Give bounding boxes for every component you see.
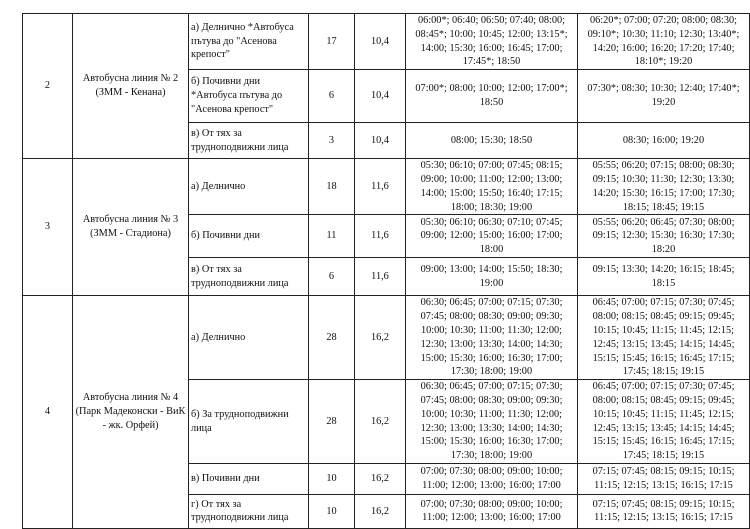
route-km: 11,6 [355, 258, 406, 296]
line-name: Автобусна линия № 4 (Парк Мадеконски - ВиК - жк. Орфей) [73, 296, 189, 529]
service-type: в) От тях за трудноподвижни лица [189, 258, 309, 296]
line-number: 4 [23, 296, 73, 529]
route-km: 10,4 [355, 70, 406, 123]
route-km: 11,6 [355, 159, 406, 215]
trip-count: 6 [309, 70, 355, 123]
table-row [23, 14, 750, 70]
departures-end: 05:55; 06:20; 07:15; 08:00; 08:30; 09:15; 10:30; 11:30; 12:30; 13:30; 14:20; 15:30; 16:15; 17:00; 17:30; 18:15; 18:45; 19:15 [578, 159, 750, 215]
departures-end: 07:30*; 08:30; 10:30; 12:40; 17:40*; 19:20 [578, 70, 750, 123]
route-km: 16,2 [355, 296, 406, 380]
departures-start: 08:00; 15:30; 18:50 [406, 123, 578, 159]
service-type: а) Делнично [189, 159, 309, 215]
departures-start: 05:30; 06:10; 06:30; 07:10; 07:45; 09:00; 12:00; 15:00; 16:00; 17:00; 18:00 [406, 215, 578, 258]
service-type: б) Почивни дни [189, 215, 309, 258]
service-type: г) От тях за трудноподвижни лица [189, 494, 309, 528]
departures-end: 08:30; 16:00; 19:20 [578, 123, 750, 159]
departures-end: 06:45; 07:00; 07:15; 07:30; 07:45; 08:00; 08:15; 08:45; 09:15; 09:45; 10:15; 10:45; 11:15; 11:45; 12:15; 12:45; 13:15; 13:45; 14:15; 14:45; 15:15; 15:45; 16:15; 16:45; 17:15; 17:45; 18:15; 19:15 [578, 296, 750, 380]
service-type: б) Почивни дни *Автобуса пътува до "Асенова крепост" [189, 70, 309, 123]
trip-count: 6 [309, 258, 355, 296]
departures-start: 06:00*; 06:40; 06:50; 07:40; 08:00; 08:45*; 10:00; 10:45; 12:00; 13:15*; 14:00; 15:30; 16:00; 16:45; 17:00; 17:45*; 18:50 [406, 14, 578, 70]
departures-start: 06:30; 06:45; 07:00; 07:15; 07:30; 07:45; 08:00; 08:30; 09:00; 09:30; 10:00; 10:30; 11:00; 11:30; 12:00; 12:30; 13:00; 13:30; 14:00; 14:30; 15:00; 15:30; 16:00; 16:30; 17:00; 17:30; 18:00; 19:00 [406, 380, 578, 464]
departures-start: 05:30; 06:10; 07:00; 07:45; 08:15; 09:00; 10:00; 11:00; 12:00; 13:00; 14:00; 15:00; 15:50; 16:40; 17:15; 18:00; 18:30; 19:00 [406, 159, 578, 215]
trip-count: 28 [309, 296, 355, 380]
line-name: Автобусна линия № 2 (ЗММ - Кенана) [73, 14, 189, 159]
service-type: а) Делнично *Автобуса пътува до "Асенова крепост" [189, 14, 309, 70]
departures-start: 09:00; 13:00; 14:00; 15:50; 18:30; 19:00 [406, 258, 578, 296]
trip-count: 3 [309, 123, 355, 159]
route-km: 11,6 [355, 215, 406, 258]
line-number: 2 [23, 14, 73, 159]
trip-count: 18 [309, 159, 355, 215]
table-row [23, 296, 750, 380]
departures-end: 06:45; 07:00; 07:15; 07:30; 07:45; 08:00; 08:15; 08:45; 09:15; 09:45; 10:15; 10:45; 11:15; 11:45; 12:15; 12:45; 13:15; 13:45; 14:15; 14:45; 15:15; 15:45; 16:15; 16:45; 17:15; 17:45; 18:15; 19:15 [578, 380, 750, 464]
departures-end: 06:20*; 07:00; 07:20; 08:00; 08:30; 09:10*; 10:30; 11:10; 12:30; 13:40*; 14:20; 16:00; 16:20; 17:20; 17:40; 18:10*; 19:20 [578, 14, 750, 70]
trip-count: 28 [309, 380, 355, 464]
trip-count: 11 [309, 215, 355, 258]
departures-start: 07:00; 07:30; 08:00; 09:00; 10:00; 11:00; 12:00; 13:00; 16:00; 17:00 [406, 463, 578, 494]
departures-end: 09:15; 13:30; 14:20; 16:15; 18:45; 18:15 [578, 258, 750, 296]
departures-end: 07:15; 07:45; 08:15; 09:15; 10:15; 11:15; 12:15; 13:15; 16:15; 17:15 [578, 494, 750, 528]
departures-start: 07:00; 07:30; 08:00; 09:00; 10:00; 11:00; 12:00; 13:00; 16:00; 17:00 [406, 494, 578, 528]
trip-count: 10 [309, 494, 355, 528]
line-number: 3 [23, 159, 73, 296]
trip-count: 10 [309, 463, 355, 494]
service-type: в) От тях за трудноподвижни лица [189, 123, 309, 159]
service-type: в) Почивни дни [189, 463, 309, 494]
departures-end: 07:15; 07:45; 08:15; 09:15; 10:15; 11:15; 12:15; 13:15; 16:15; 17:15 [578, 463, 750, 494]
route-km: 16,2 [355, 380, 406, 464]
route-km: 10,4 [355, 14, 406, 70]
table-row [23, 159, 750, 215]
departures-start: 06:30; 06:45; 07:00; 07:15; 07:30; 07:45; 08:00; 08:30; 09:00; 09:30; 10:00; 10:30; 11:00; 11:30; 12:00; 12:30; 13:00; 13:30; 14:00; 14:30; 15:00; 15:30; 16:00; 16:30; 17:00; 17:30; 18:00; 19:00 [406, 296, 578, 380]
departures-start: 07:00*; 08:00; 10:00; 12:00; 17:00*; 18:50 [406, 70, 578, 123]
departures-end: 05:55; 06:20; 06:45; 07:30; 08:00; 09:15; 12:30; 15:30; 16:30; 17:30; 18:20 [578, 215, 750, 258]
route-km: 10,4 [355, 123, 406, 159]
line-name: Автобусна линия № 3 (ЗММ - Стадиона) [73, 159, 189, 296]
schedule-table [22, 13, 750, 529]
service-type: б) За трудноподвижни лица [189, 380, 309, 464]
route-km: 16,2 [355, 494, 406, 528]
service-type: а) Делнично [189, 296, 309, 380]
route-km: 16,2 [355, 463, 406, 494]
trip-count: 17 [309, 14, 355, 70]
